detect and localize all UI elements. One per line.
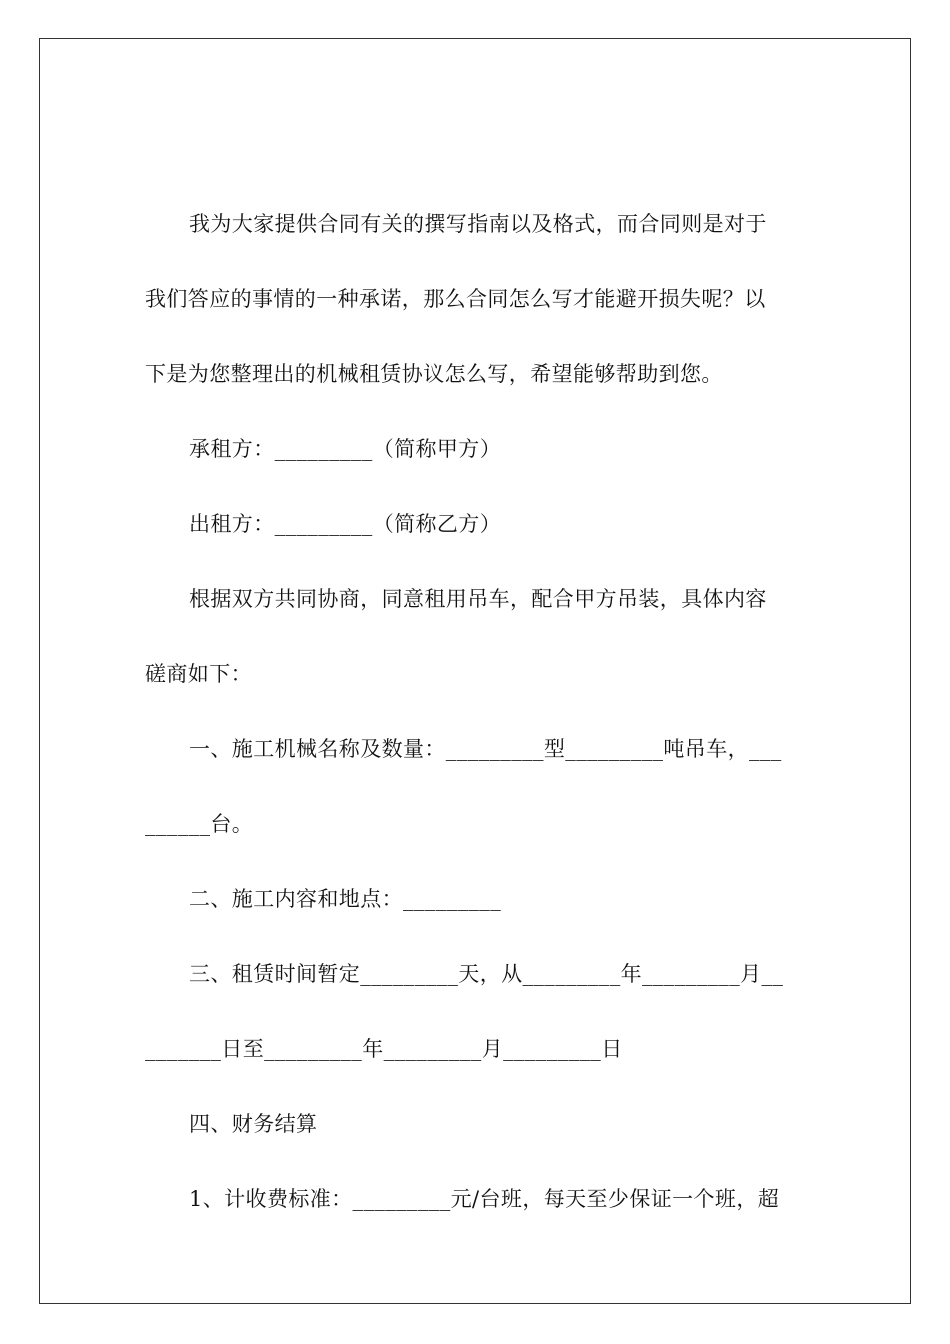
lessee-line: 承租方：_________（简称甲方）: [189, 437, 502, 461]
clause-3-line-1: 三、租赁时间暂定_________天，从_________年_________月__: [189, 962, 784, 986]
clause-3-line-2: _______日至_________年_________月_________日: [145, 1037, 623, 1061]
lessor-line: 出租方：_________（简称乙方）: [189, 512, 502, 536]
clause-1-line-2: ______台。: [145, 812, 254, 836]
negotiation-line-2: 磋商如下：: [145, 662, 252, 686]
clause-4-heading: 四、财务结算: [189, 1112, 318, 1136]
clause-1-line-1: 一、施工机械名称及数量：_________型_________吨吊车，___: [189, 737, 782, 761]
intro-paragraph-line-1: 我为大家提供合同有关的撰写指南以及格式，而合同则是对于: [189, 212, 767, 236]
clause-2-line: 二、施工内容和地点：_________: [189, 887, 502, 911]
intro-paragraph-line-2: 我们答应的事情的一种承诺，那么合同怎么写才能避开损失呢？以: [145, 287, 766, 311]
negotiation-line-1: 根据双方共同协商，同意租用吊车，配合甲方吊装，具体内容: [189, 587, 767, 611]
clause-4-1-line: 1、计收费标准：_________元/台班，每天至少保证一个班，超: [189, 1187, 780, 1211]
intro-paragraph-line-3: 下是为您整理出的机械租赁协议怎么写，希望能够帮助到您。: [145, 362, 723, 386]
